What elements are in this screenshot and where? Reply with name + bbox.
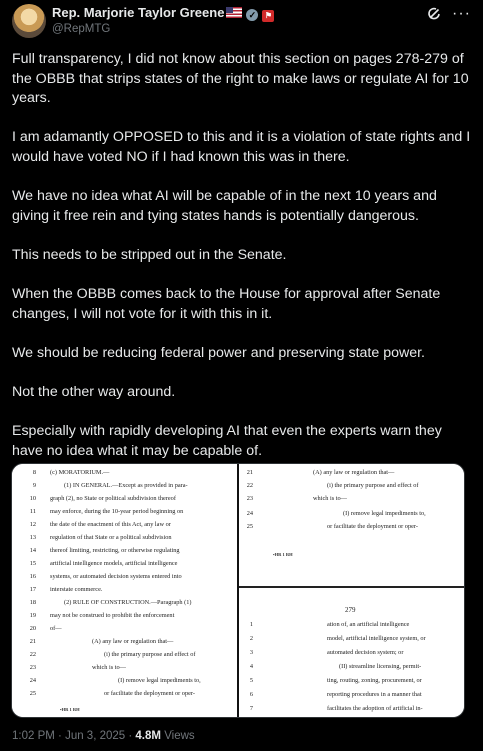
handle[interactable]: @RepMTG	[52, 23, 111, 35]
line-number: 20	[29, 625, 36, 632]
post-paragraph: Not the other way around.	[12, 384, 176, 401]
us-flag-icon	[226, 7, 242, 18]
bill-line: may not be construed to prohibit the enforcement	[50, 612, 175, 619]
line-number: 10	[29, 495, 36, 502]
line-number: 23	[246, 495, 253, 502]
bill-page-right	[239, 464, 464, 717]
line-number: 6	[249, 691, 253, 698]
post-paragraph: We should be reducing federal power and preserving state power.	[12, 344, 426, 361]
line-number: 2	[249, 635, 253, 642]
post-paragraph: I am adamantly OPPOSED to this and it is a violation of state rights and I would have voted NO if I had known this was in there.	[12, 129, 471, 165]
more-icon[interactable]: ···	[452, 5, 471, 22]
bill-line: (A) any law or regulation that—	[313, 469, 395, 476]
line-number: 23	[29, 664, 36, 671]
bill-line: artificial intelligence models, artificial intelligence	[50, 560, 178, 567]
bill-line: model, artificial intelligence system, or	[327, 635, 426, 642]
bill-marker: •HR 1 RH	[273, 552, 293, 557]
bill-line: thereof limiting, restricting, or otherwise regulating	[50, 547, 180, 554]
post-paragraph: When the OBBB comes back to the House for approval after Senate changes, I will not vote for it with this in it.	[12, 286, 441, 322]
line-number: 3	[249, 649, 253, 656]
avatar[interactable]	[12, 4, 46, 38]
line-number: 12	[29, 521, 36, 528]
bill-line: which is to—	[313, 495, 347, 502]
bill-line: or facilitate the deployment or oper-	[104, 690, 195, 697]
line-number: 17	[29, 586, 36, 593]
bill-line: which is to—	[92, 664, 126, 671]
line-number: 22	[246, 482, 253, 489]
post-date[interactable]: Jun 3, 2025	[65, 730, 126, 742]
bill-line: (i) the primary purpose and effect of	[104, 651, 196, 658]
page-break	[239, 586, 464, 588]
post-meta	[12, 730, 195, 742]
line-number: 25	[246, 523, 253, 530]
line-number: 21	[29, 638, 36, 645]
line-number: 25	[29, 690, 36, 697]
line-number: 1	[249, 621, 253, 628]
bill-line: facilitates the adoption of artificial in-	[327, 705, 423, 712]
line-number: 22	[29, 651, 36, 658]
bill-line: systems, or automated decision systems entered into	[50, 573, 182, 580]
meta-separator: ·	[128, 730, 136, 742]
bill-line: interstate commerce.	[50, 586, 103, 593]
bill-line: regulation of that State or a political subdivision	[50, 534, 172, 541]
post-paragraph: Especially with rapidly developing AI that even the experts warn they have no idea what it may be capable of.	[12, 423, 442, 459]
line-number: 19	[29, 612, 36, 619]
post-paragraph: We have no idea what AI will be capable of in the next 10 years and giving it free rein and tying states hands is potentially dangerous.	[12, 188, 437, 224]
line-number: 4	[249, 663, 253, 670]
bill-line: (I) remove legal impediments to,	[343, 510, 426, 517]
line-number: 21	[246, 469, 253, 476]
views-count: 4.8M	[135, 730, 161, 742]
grok-icon[interactable]	[426, 6, 442, 22]
bill-line: graph (2), no State or political subdivision thereof	[50, 495, 176, 502]
verified-badge-icon[interactable]: ✓	[246, 9, 258, 21]
post-paragraph: This needs to be stripped out in the Senate.	[12, 246, 287, 263]
bill-line: or facilitate the deployment or oper-	[327, 523, 418, 530]
line-number: 5	[249, 677, 253, 684]
bill-line: ation of, an artificial intelligence	[327, 621, 410, 628]
display-name[interactable]: Rep. Marjorie Taylor Greene	[52, 5, 225, 20]
line-number: 13	[29, 534, 36, 541]
line-number: 24	[246, 510, 253, 517]
post-image[interactable]	[11, 463, 465, 718]
meta-separator: ·	[58, 730, 66, 742]
bill-line: ting, routing, zoning, procurement, or	[327, 677, 422, 684]
views-label: Views	[164, 730, 195, 742]
post-text	[12, 50, 474, 481]
bill-line: (1) IN GENERAL.—Except as provided in para-	[64, 482, 188, 489]
line-number: 24	[29, 677, 36, 684]
line-number: 9	[32, 482, 36, 489]
bill-line: reporting procedures in a manner that	[327, 691, 422, 698]
affiliation-badge-icon[interactable]: ⚑	[262, 10, 274, 22]
post-paragraph: Full transparency, I did not know about this section on pages 278-279 of the OBBB that strips states of the right to make laws or regulate AI for 10 years.	[12, 51, 469, 107]
bill-line: (A) any law or regulation that—	[92, 638, 174, 645]
post-header	[0, 0, 483, 44]
line-number: 7	[249, 705, 253, 712]
bill-line: (c) MORATORIUM.—	[50, 469, 110, 476]
bill-line: (i) the primary purpose and effect of	[327, 482, 419, 489]
bill-line: (II) streamline licensing, permit-	[339, 663, 422, 670]
bill-line: automated decision system; or	[327, 649, 404, 656]
line-number: 18	[29, 599, 36, 606]
bill-line: the date of the enactment of this Act, any law or	[50, 521, 171, 528]
bill-marker: •HR 1 RH	[60, 707, 80, 712]
bill-page-left	[12, 464, 237, 717]
page-number: 279	[345, 606, 356, 614]
display-name-row[interactable]	[52, 5, 274, 22]
bill-line: may enforce, during the 10-year period beginning on	[50, 508, 184, 515]
line-number: 14	[29, 547, 36, 554]
post-time[interactable]: 1:02 PM	[12, 730, 55, 742]
line-number: 16	[29, 573, 36, 580]
line-number: 8	[32, 469, 36, 476]
line-number: 11	[29, 508, 36, 515]
line-number: 15	[29, 560, 36, 567]
bill-line: (2) RULE OF CONSTRUCTION.—Paragraph (1)	[64, 599, 192, 606]
bill-line: (I) remove legal impediments to,	[118, 677, 201, 684]
bill-line: of—	[50, 625, 62, 632]
